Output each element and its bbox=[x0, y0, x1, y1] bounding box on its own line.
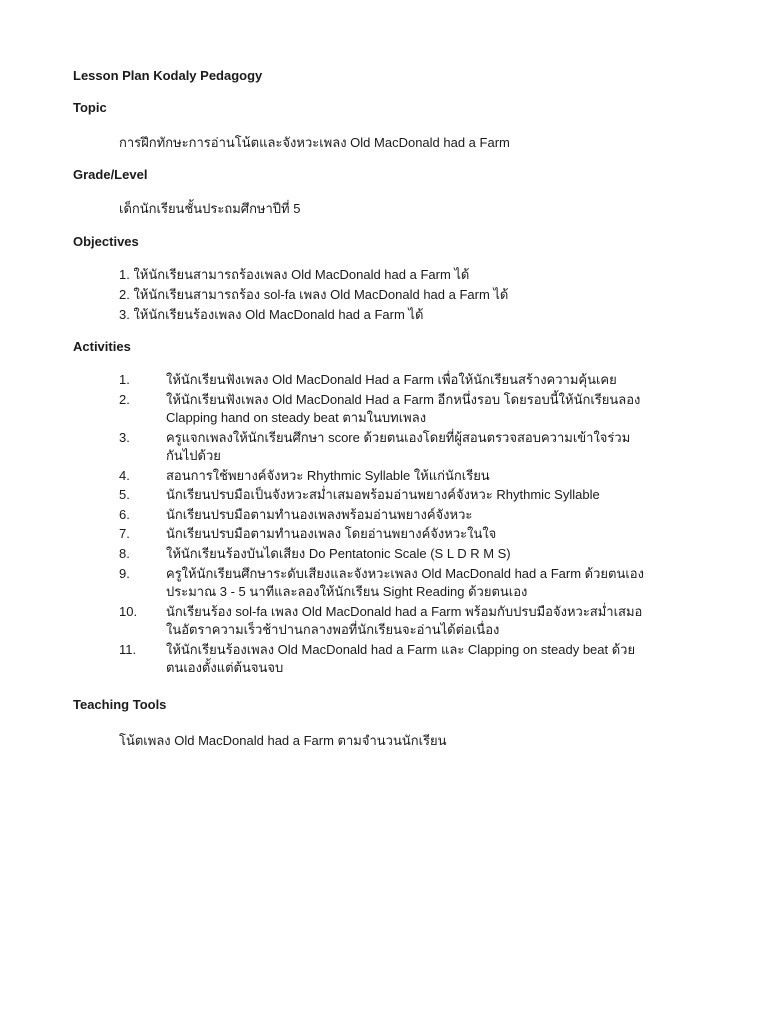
activity-text: ครูให้นักเรียนศึกษาระดับเสียงและจังหวะเพลง Old MacDonald had a Farm ด้วยตนเอง ประมาณ 3 - 5 นาทีและลองให้นักเรียน Sight Reading ด้วยตนเอง bbox=[166, 565, 644, 599]
activity-number: 6. bbox=[119, 506, 130, 522]
activity-text: ให้นักเรียนฟังเพลง Old MacDonald Had a Farm อีกหนึ่งรอบ โดยรอบนี้ให้นักเรียนลอง Clapping hand on steady beat ตามในบทเพลง bbox=[166, 391, 641, 425]
activity-number: 10. bbox=[119, 603, 138, 619]
activity-item bbox=[119, 467, 679, 485]
document-title: Lesson Plan Kodaly Pedagogy bbox=[73, 68, 263, 83]
activities-list bbox=[119, 371, 679, 679]
activity-text: นักเรียนปรบมือตามทำนองเพลงพร้อมอ่านพยางค์จังหวะ bbox=[166, 506, 473, 522]
objective-item: 3. ให้นักเรียนร้องเพลง Old MacDonald had a Farm ได้ bbox=[119, 307, 424, 322]
activity-item bbox=[119, 391, 679, 428]
activity-item bbox=[119, 525, 679, 543]
activity-number: 9. bbox=[119, 565, 130, 581]
activity-text: ให้นักเรียนร้องบันไดเสียง Do Pentatonic Scale (S L D R M S) bbox=[166, 545, 511, 561]
teaching-tools-text: โน้ตเพลง Old MacDonald had a Farm ตามจำนวนนักเรียน bbox=[119, 733, 447, 748]
activity-item bbox=[119, 641, 679, 678]
activity-item bbox=[119, 371, 679, 389]
grade-level-heading: Grade/Level bbox=[73, 167, 148, 182]
activity-text: ให้นักเรียนร้องเพลง Old MacDonald had a Farm และ Clapping on steady beat ด้วย ตนเองตั้งแต่ต้นจนจบ bbox=[166, 641, 636, 675]
teaching-tools-heading: Teaching Tools bbox=[73, 697, 167, 712]
objectives-heading: Objectives bbox=[73, 234, 139, 249]
activity-number: 8. bbox=[119, 545, 130, 561]
activity-text: ครูแจกเพลงให้นักเรียนศึกษา score ด้วยตนเองโดยที่ผู้สอนตรวจสอบความเข้าใจร่วม กันไปด้วย bbox=[166, 429, 631, 463]
activity-item bbox=[119, 486, 679, 504]
activity-number: 2. bbox=[119, 391, 130, 407]
activity-text: นักเรียนร้อง sol-fa เพลง Old MacDonald had a Farm พร้อมกับปรบมือจังหวะสม่ำเสมอ ในอัตราความเร็วช้าปานกลางพอที่นักเรียนจะอ่านได้ต่อเนื่อง bbox=[166, 603, 643, 637]
objective-item: 1. ให้นักเรียนสามารถร้องเพลง Old MacDonald had a Farm ได้ bbox=[119, 267, 470, 282]
activity-number: 11. bbox=[119, 641, 137, 657]
activity-text: สอนการใช้พยางค์จังหวะ Rhythmic Syllable ให้แก่นักเรียน bbox=[166, 467, 490, 483]
activity-item bbox=[119, 506, 679, 524]
activity-number: 7. bbox=[119, 526, 130, 542]
activity-item bbox=[119, 565, 679, 602]
topic-heading: Topic bbox=[73, 100, 107, 115]
activity-number: 4. bbox=[119, 467, 130, 483]
activities-heading: Activities bbox=[73, 339, 131, 354]
activity-number: 5. bbox=[119, 487, 130, 503]
activity-number: 3. bbox=[119, 429, 130, 445]
activity-text: ให้นักเรียนฟังเพลง Old MacDonald Had a Farm เพื่อให้นักเรียนสร้างความคุ้นเคย bbox=[166, 372, 617, 387]
objective-item: 2. ให้นักเรียนสามารถร้อง sol-fa เพลง Old MacDonald had a Farm ได้ bbox=[119, 287, 509, 302]
activity-item bbox=[119, 429, 679, 466]
activity-text: นักเรียนปรบมือเป็นจังหวะสม่ำเสมอพร้อมอ่านพยางค์จังหวะ Rhythmic Syllable bbox=[166, 487, 600, 503]
topic-text: การฝึกทักษะการอ่านโน้ตและจังหวะเพลง Old MacDonald had a Farm bbox=[119, 135, 510, 150]
activity-number: 1. bbox=[119, 372, 130, 387]
activity-text: นักเรียนปรบมือตามทำนองเพลง โดยอ่านพยางค์จังหวะในใจ bbox=[166, 526, 497, 542]
activity-item bbox=[119, 545, 679, 563]
activity-item bbox=[119, 603, 679, 640]
grade-level-text: เด็กนักเรียนชั้นประถมศึกษาปีที่ 5 bbox=[119, 201, 301, 216]
objectives-list bbox=[119, 265, 508, 325]
